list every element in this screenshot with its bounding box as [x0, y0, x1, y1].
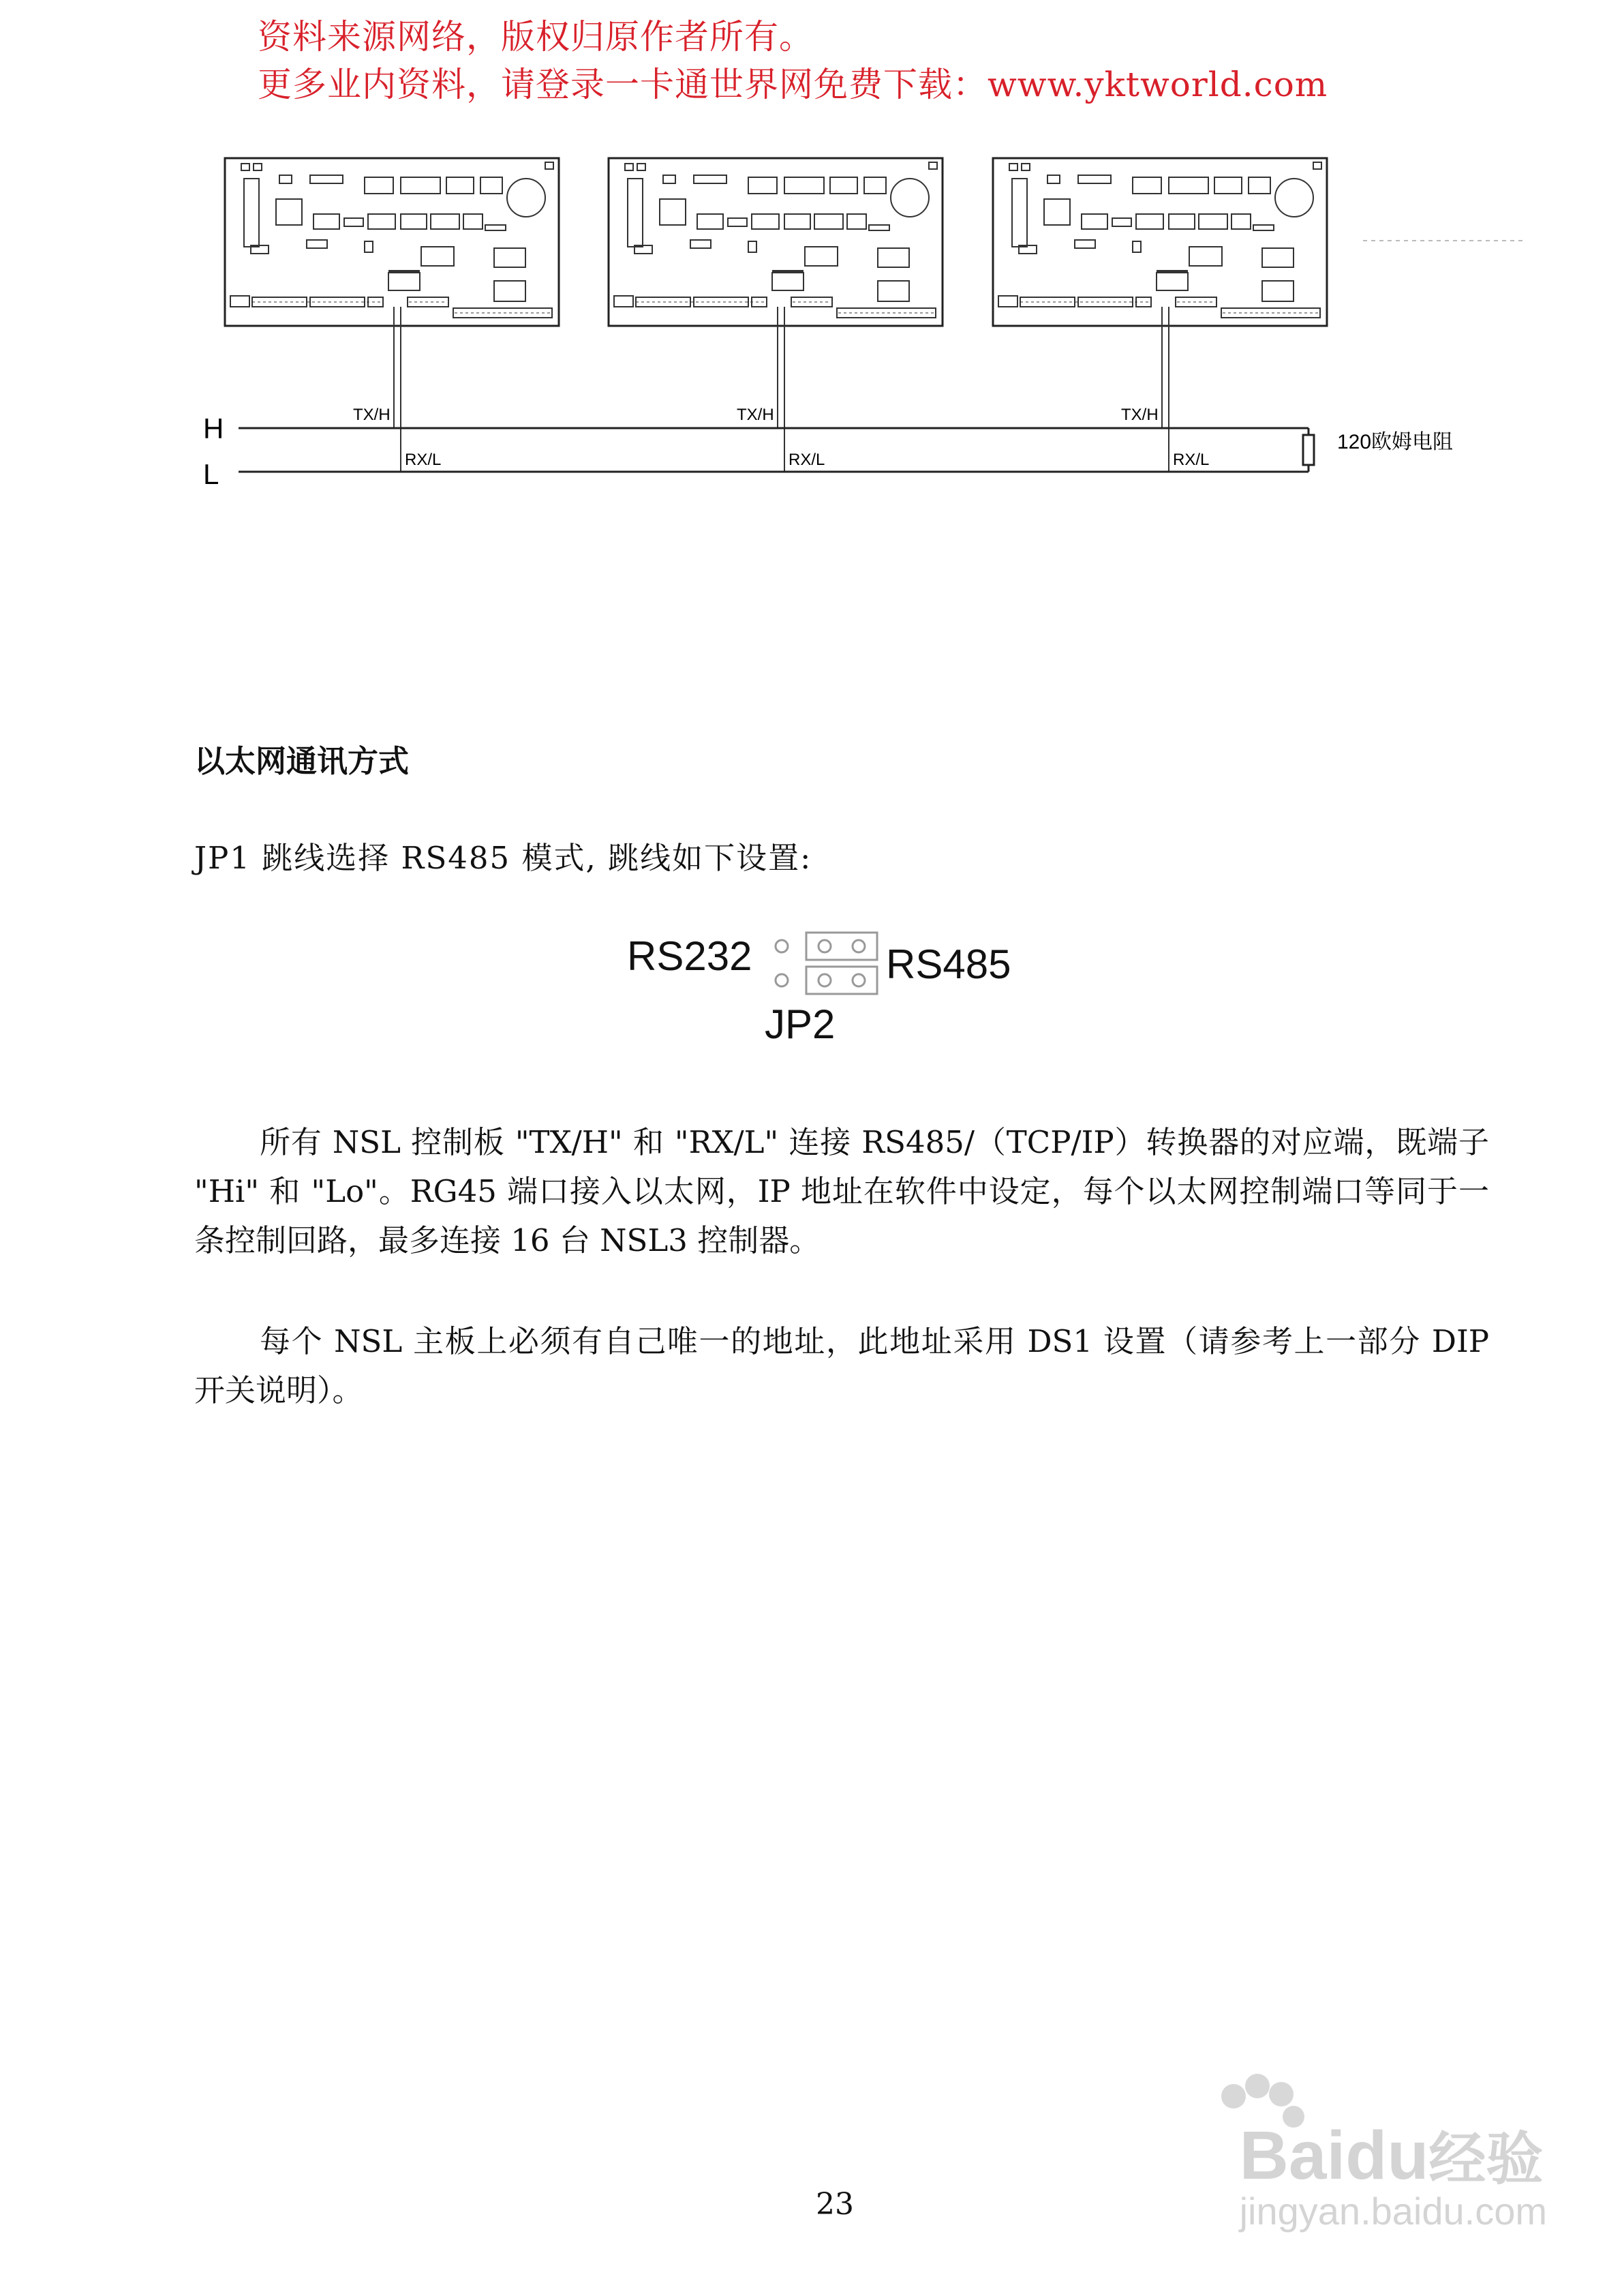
- controller-board-1: [225, 158, 559, 326]
- tx-label-1: TX/H: [353, 406, 391, 424]
- rs485-label: RS485: [886, 941, 1011, 987]
- jumper-jp2-figure: [767, 928, 883, 1001]
- page-number: 23: [816, 2187, 854, 2222]
- header-source-note: 资料来源网络，版权归原作者所有。: [258, 17, 814, 57]
- header-download-note: 更多业内资料，请登录一卡通世界网免费下载：www.yktworld.com: [258, 65, 1328, 104]
- tx-label-2: TX/H: [737, 406, 774, 424]
- baidu-watermark: [1239, 2072, 1547, 2233]
- paragraph-address: 每个 NSL 主板上必须有自己唯一的地址，此地址采用 DS1 设置（请参考上一部分 DIP 开关说明）。: [194, 1323, 1489, 1408]
- bus-h-label: H: [203, 412, 224, 444]
- jp1-instruction: JP1 跳线选择 RS485 模式, 跳线如下设置:: [194, 840, 812, 876]
- resistor-label: 120欧姆电阻: [1337, 431, 1454, 453]
- rs485-wiring-diagram: [0, 0, 1622, 518]
- paragraph-connection: 所有 NSL 控制板 "TX/H" 和 "RX/L" 连接 RS485/（TCP/IP）转换器的对应端，既端子 "Hi" 和 "Lo"。RG45 端口接入以太网，IP 地址在软件中设定，每个以太网控制端口等同于一条控制回路，最多连接 16 台 NSL3 控制器。: [194, 1124, 1489, 1258]
- watermark-url: jingyan.baidu.com: [1239, 2190, 1547, 2233]
- rx-label-2: RX/L: [789, 451, 825, 469]
- rx-label-1: RX/L: [405, 451, 442, 469]
- controller-board-2: [609, 158, 943, 326]
- jp2-label: JP2: [765, 1001, 836, 1047]
- tx-label-3: TX/H: [1121, 406, 1159, 424]
- watermark-cn: 经验: [1428, 2127, 1544, 2191]
- bus-l-label: L: [203, 458, 219, 490]
- rs232-label: RS232: [627, 933, 752, 979]
- termination-resistor: [1303, 435, 1314, 465]
- watermark-brand: Bai: [1239, 2117, 1346, 2194]
- rx-label-3: RX/L: [1173, 451, 1210, 469]
- watermark-brand-du: du: [1345, 2117, 1429, 2194]
- board-drop-wires: [394, 307, 1169, 472]
- controller-board-3: [993, 158, 1327, 326]
- section-heading: 以太网通讯方式: [194, 743, 410, 779]
